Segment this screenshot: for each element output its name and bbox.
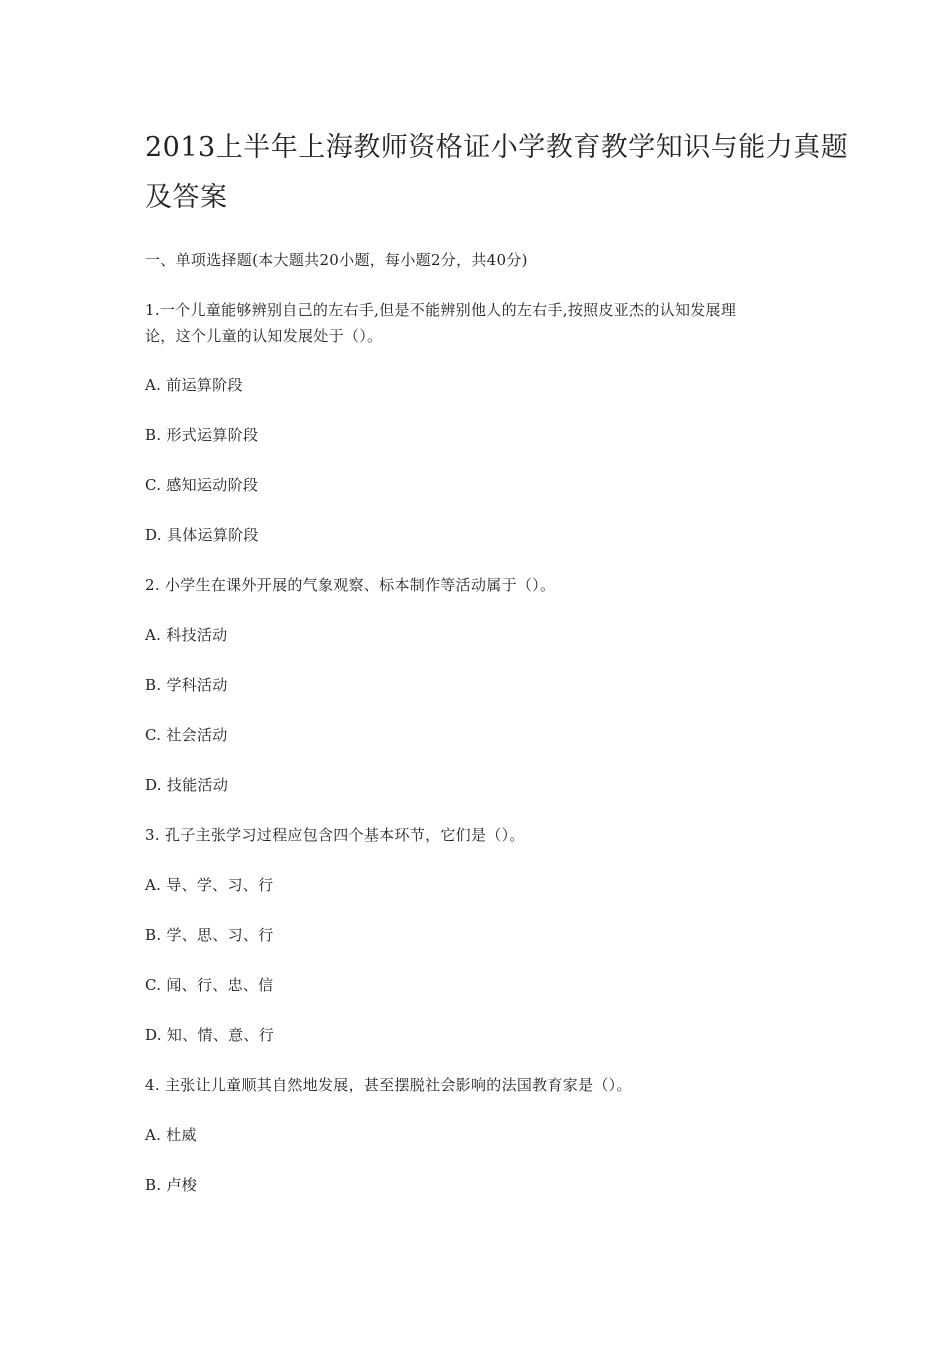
question-4-option-b: B. 卢梭 [145,1176,198,1194]
question-2-option-c: C. 社会活动 [145,726,228,744]
question-1-option-a: A. 前运算阶段 [145,376,243,394]
question-3-option-b: B. 学、思、习、行 [145,926,274,944]
document-title-line-1: 2013上半年上海教师资格证小学教育教学知识与能力真题 [145,132,849,163]
question-3-stem: 3. 孔子主张学习过程应包含四个基本环节，它们是（）。 [145,826,525,844]
question-1-stem: 1.一个儿童能够辨别自己的左右手,但是不能辨别他人的左右手,按照皮亚杰的认知发展理 [145,301,737,319]
question-4-stem: 4. 主张让儿童顺其自然地发展，甚至摆脱社会影响的法国教育家是（）。 [145,1076,632,1094]
question-2-option-b: B. 学科活动 [145,676,228,694]
question-4-option-a: A. 杜威 [145,1126,197,1144]
question-3-option-d: D. 知、情、意、行 [145,1026,275,1044]
question-3-option-c: C. 闻、行、忠、信 [145,976,274,994]
question-1-option-c: C. 感知运动阶段 [145,476,259,494]
document-title-line-2: 及答案 [145,182,228,213]
question-2-option-d: D. 技能活动 [145,776,229,794]
question-1-stem-cont: 论，这个儿童的认知发展处于（）。 [145,327,383,345]
question-1-option-d: D. 具体运算阶段 [145,526,259,544]
question-3-option-a: A. 导、学、习、行 [145,876,274,894]
section-heading: 一、单项选择题(本大题共20小题，每小题2分，共40分) [145,251,528,269]
question-2-option-a: A. 科技活动 [145,626,228,644]
question-1-option-b: B. 形式运算阶段 [145,426,259,444]
question-2-stem: 2. 小学生在课外开展的气象观察、标本制作等活动属于（）。 [145,576,556,594]
